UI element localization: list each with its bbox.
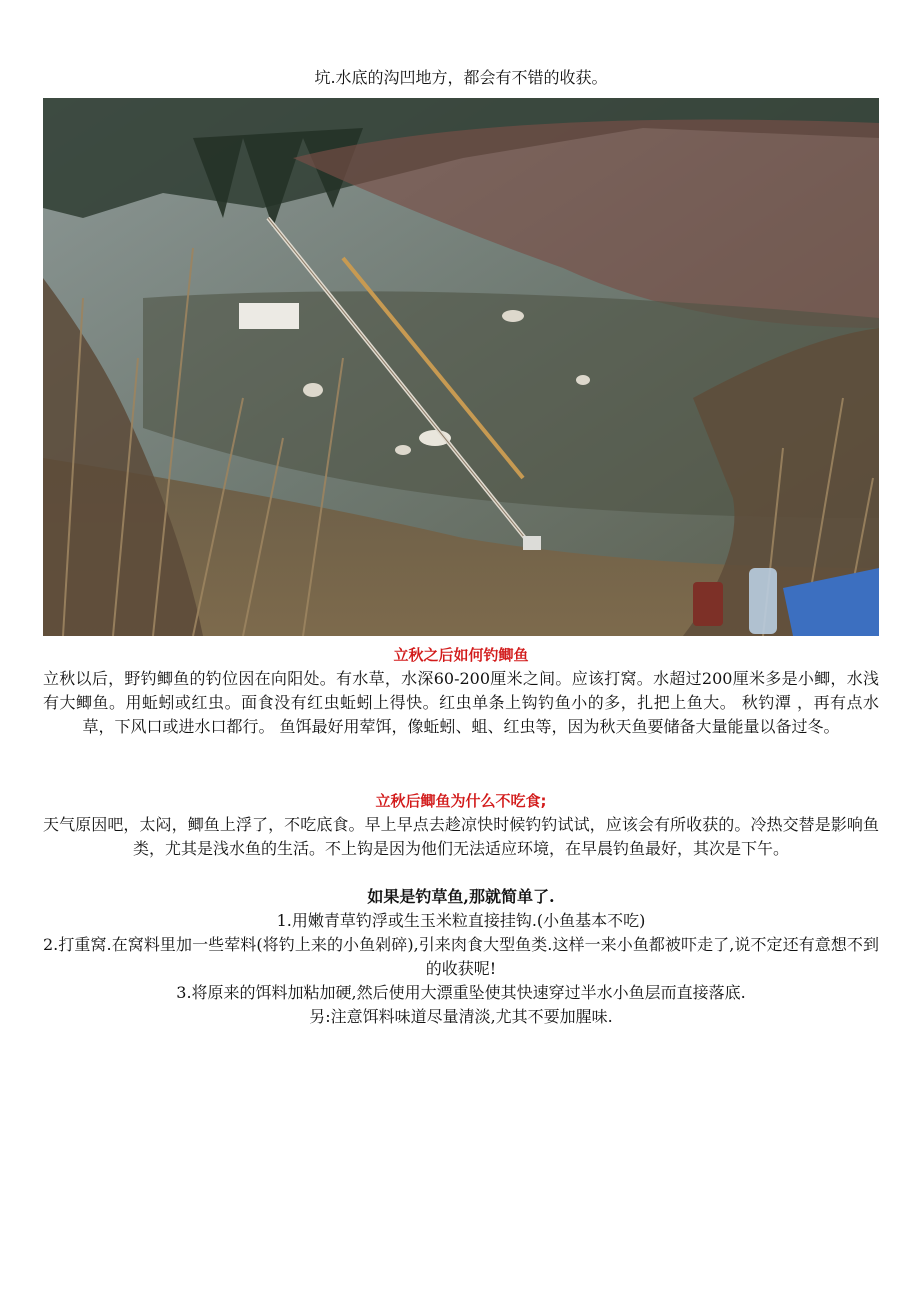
section-autumn-crucian <box>43 643 879 739</box>
section-grass-carp <box>43 885 879 1029</box>
section-paragraph: 立秋以后，野钓鲫鱼的钓位因在向阳处。有水草，水深60-200厘米之间。应该打窝。水超过200厘米多是小鲫，水浅有大鲫鱼。用蚯蚓或红虫。面食没有红虫蚯蚓上得快。红虫单条上钩钓鱼小的多，扎把上鱼大。 秋钓潭 ，再有点水草，下风口或进水口都行。 鱼饵最好用荤饵，像蚯蚓、蛆、红虫等，因为秋天鱼要储备大量能量以备过冬。 <box>43 669 879 736</box>
pond-photo-illustration <box>43 98 879 636</box>
section-heading: 如果是钓草鱼,那就简单了. <box>367 887 555 906</box>
fishing-spot-photo <box>43 98 879 636</box>
section-heading: 立秋后鲫鱼为什么不吃食; <box>375 792 547 810</box>
note-text: 另:注意饵料味道尽量清淡,尤其不要加腥味. <box>309 1007 613 1026</box>
list-item: 1.用嫩青草钓浮或生玉米粒直接挂钩.(小鱼基本不吃) <box>276 911 646 930</box>
list-item: 3.将原来的饵料加粘加硬,然后使用大漂重坠使其快速穿过半水小鱼层而直接落底. <box>176 983 746 1002</box>
list-item: 2.打重窝.在窝料里加一些荤料(将钓上来的小鱼剁碎),引来肉食大型鱼类.这样一来小鱼都被吓走了,说不定还有意想不到的收获呢! <box>43 935 879 978</box>
continued-text-line: 坑.水底的沟凹地方，都会有不错的收获。 <box>314 68 608 87</box>
section-heading: 立秋之后如何钓鲫鱼 <box>393 646 529 664</box>
section-paragraph: 天气原因吧，太闷，鲫鱼上浮了，不吃底食。早上早点去趁凉快时候钓钓试试，应该会有所收获的。冷热交替是影响鱼类，尤其是浅水鱼的生活。不上钩是因为他们无法适应环境，在早晨钓鱼最好，其次是下午。 <box>43 815 879 858</box>
section-not-eating <box>43 789 879 861</box>
